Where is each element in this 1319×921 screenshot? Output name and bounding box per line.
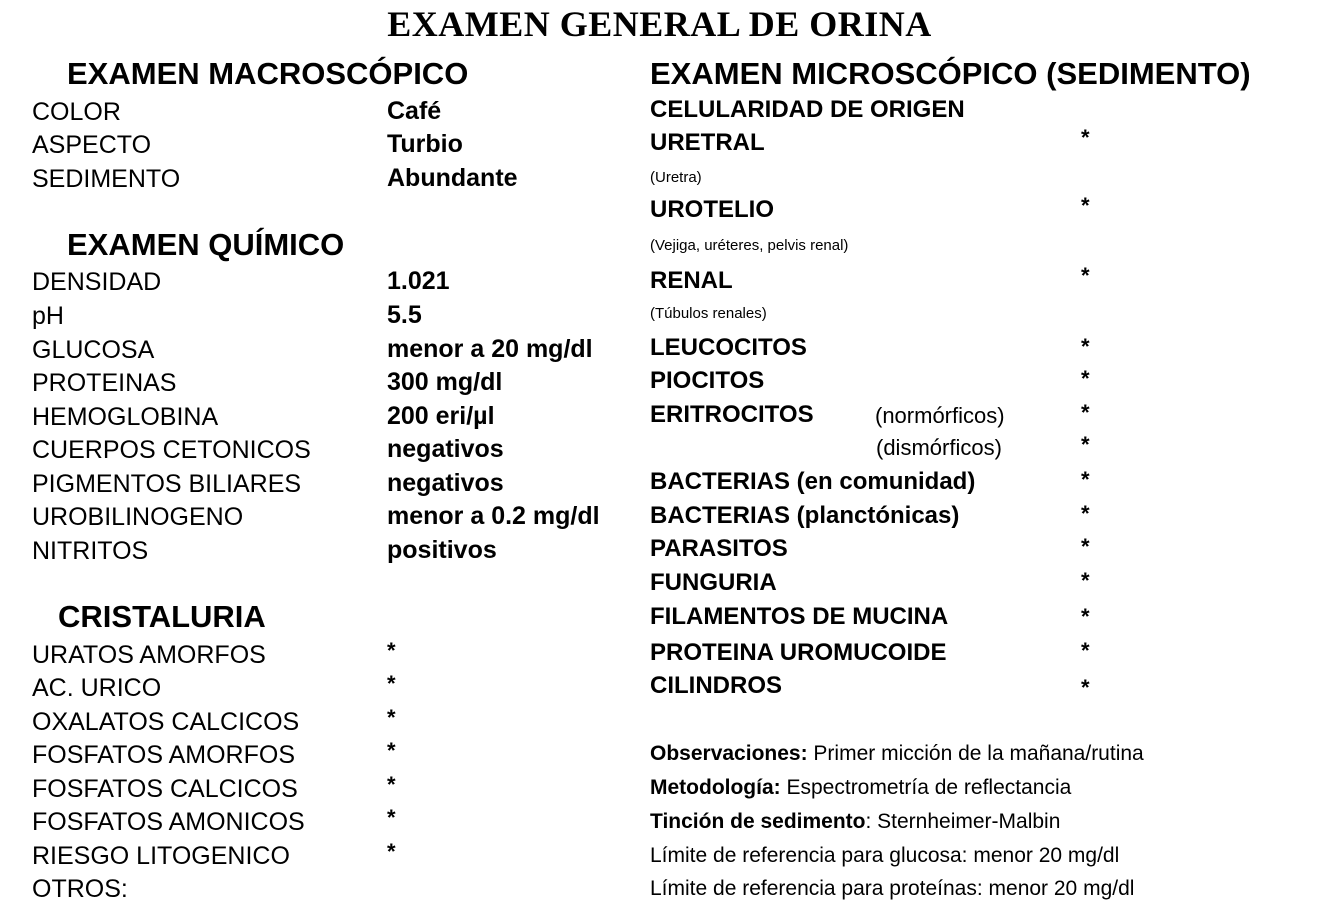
cristaluria-label: FOSFATOS CALCICOS — [32, 775, 298, 803]
quimico-heading: EXAMEN QUÍMICO — [67, 227, 345, 262]
micro-row-value: * — [1081, 675, 1090, 700]
tincion-value: : Sternheimer-Malbin — [865, 810, 1061, 833]
renal-label: RENAL — [650, 267, 733, 294]
macro-heading: EXAMEN MACROSCÓPICO — [67, 56, 469, 91]
urotelio-label: UROTELIO — [650, 196, 774, 223]
observaciones-label: Observaciones: — [650, 742, 808, 765]
micro-row-value: * — [1081, 638, 1090, 663]
cristaluria-value: * — [387, 638, 396, 663]
micro-row-value: * — [1081, 501, 1090, 526]
ref-proteinas: Límite de referencia para proteínas: menor 20 mg/dl — [650, 877, 1135, 900]
quimico-value: menor a 0.2 mg/dl — [387, 502, 600, 530]
cristaluria-label: AC. URICO — [32, 674, 162, 702]
cristaluria-value: * — [387, 671, 396, 696]
uretral-value: * — [1081, 125, 1090, 150]
quimico-label: UROBILINOGENO — [32, 503, 244, 531]
urotelio-value: * — [1081, 193, 1090, 218]
eritrocitos-dismorficos: (dismórficos) — [876, 435, 1002, 460]
micro-row-label: PROTEINA UROMUCOIDE — [650, 639, 947, 666]
macro-value-sedimento: Abundante — [387, 164, 518, 192]
micro-row-label: BACTERIAS (en comunidad) — [650, 468, 976, 495]
renal-value: * — [1081, 263, 1090, 288]
ref-glucosa: Límite de referencia para glucosa: menor 20 mg/dl — [650, 844, 1120, 867]
quimico-value: 1.021 — [387, 267, 450, 295]
micro-row-label: CILINDROS — [650, 672, 782, 699]
cristaluria-value: * — [387, 839, 396, 864]
quimico-label: GLUCOSA — [32, 336, 155, 364]
micro-row-label: BACTERIAS (planctónicas) — [650, 502, 960, 529]
macro-label-aspecto: ASPECTO — [32, 131, 152, 159]
quimico-label: PROTEINAS — [32, 369, 177, 397]
cristaluria-label: FOSFATOS AMORFOS — [32, 741, 296, 769]
quimico-value: 5.5 — [387, 301, 422, 329]
cristaluria-value: * — [387, 705, 396, 730]
metodologia-line — [650, 777, 1071, 798]
leucocitos-value: * — [1081, 334, 1090, 359]
quimico-value: 300 mg/dl — [387, 368, 503, 396]
eritrocitos-normorficos-value: * — [1081, 400, 1090, 425]
cristaluria-label: RIESGO LITOGENICO — [32, 842, 290, 870]
page-title: EXAMEN GENERAL DE ORINA — [387, 4, 932, 44]
quimico-value: negativos — [387, 435, 504, 463]
cristaluria-value: * — [387, 738, 396, 763]
micro-row-value: * — [1081, 604, 1090, 629]
celularidad-heading: CELULARIDAD DE ORIGEN — [650, 96, 965, 123]
metodologia-label: Metodología: — [650, 776, 781, 799]
quimico-label: HEMOGLOBINA — [32, 403, 219, 431]
cristaluria-label: OXALATOS CALCICOS — [32, 708, 300, 736]
urotelio-note: (Vejiga, uréteres, pelvis renal) — [650, 237, 849, 254]
micro-row-value: * — [1081, 467, 1090, 492]
micro-row-label: PARASITOS — [650, 535, 788, 562]
renal-note: (Túbulos renales) — [650, 305, 767, 322]
micro-heading: EXAMEN MICROSCÓPICO (SEDIMENTO) — [650, 56, 1251, 91]
micro-row-value: * — [1081, 534, 1090, 559]
observaciones-value: Primer micción de la mañana/rutina — [807, 742, 1144, 765]
quimico-label: NITRITOS — [32, 537, 149, 565]
cristaluria-label: FOSFATOS AMONICOS — [32, 808, 305, 836]
macro-label-color: COLOR — [32, 98, 121, 126]
cristaluria-label: URATOS AMORFOS — [32, 641, 266, 669]
macro-label-sedimento: SEDIMENTO — [32, 165, 181, 193]
macro-value-aspecto: Turbio — [387, 130, 463, 158]
quimico-value: negativos — [387, 469, 504, 497]
quimico-label: DENSIDAD — [32, 268, 162, 296]
cristaluria-value: * — [387, 772, 396, 797]
cristaluria-label: OTROS: — [32, 875, 128, 903]
quimico-value: positivos — [387, 536, 497, 564]
uretral-note: (Uretra) — [650, 169, 702, 186]
eritrocitos-dismorficos-value: * — [1081, 432, 1090, 457]
tincion-label: Tinción de sedimento — [650, 810, 866, 833]
cristaluria-value: * — [387, 805, 396, 830]
piocitos-value: * — [1081, 366, 1090, 391]
eritrocitos-label: ERITROCITOS — [650, 401, 814, 428]
metodologia-value: Espectrometría de reflectancia — [780, 776, 1072, 799]
micro-row-label: FUNGURIA — [650, 569, 777, 596]
observaciones-line — [650, 743, 1144, 764]
quimico-value: 200 eri/µl — [387, 402, 495, 430]
macro-value-color: Café — [387, 97, 442, 125]
quimico-label: PIGMENTOS BILIARES — [32, 470, 302, 498]
quimico-value: menor a 20 mg/dl — [387, 335, 593, 363]
uretral-label: URETRAL — [650, 129, 765, 156]
quimico-label: pH — [32, 302, 64, 330]
micro-row-value: * — [1081, 568, 1090, 593]
piocitos-label: PIOCITOS — [650, 367, 765, 394]
quimico-label: CUERPOS CETONICOS — [32, 436, 311, 464]
leucocitos-label: LEUCOCITOS — [650, 334, 807, 361]
micro-row-label: FILAMENTOS DE MUCINA — [650, 603, 949, 630]
eritrocitos-normorficos: (normórficos) — [875, 403, 1005, 428]
tincion-line — [650, 811, 1060, 832]
cristaluria-heading: CRISTALURIA — [58, 599, 266, 634]
